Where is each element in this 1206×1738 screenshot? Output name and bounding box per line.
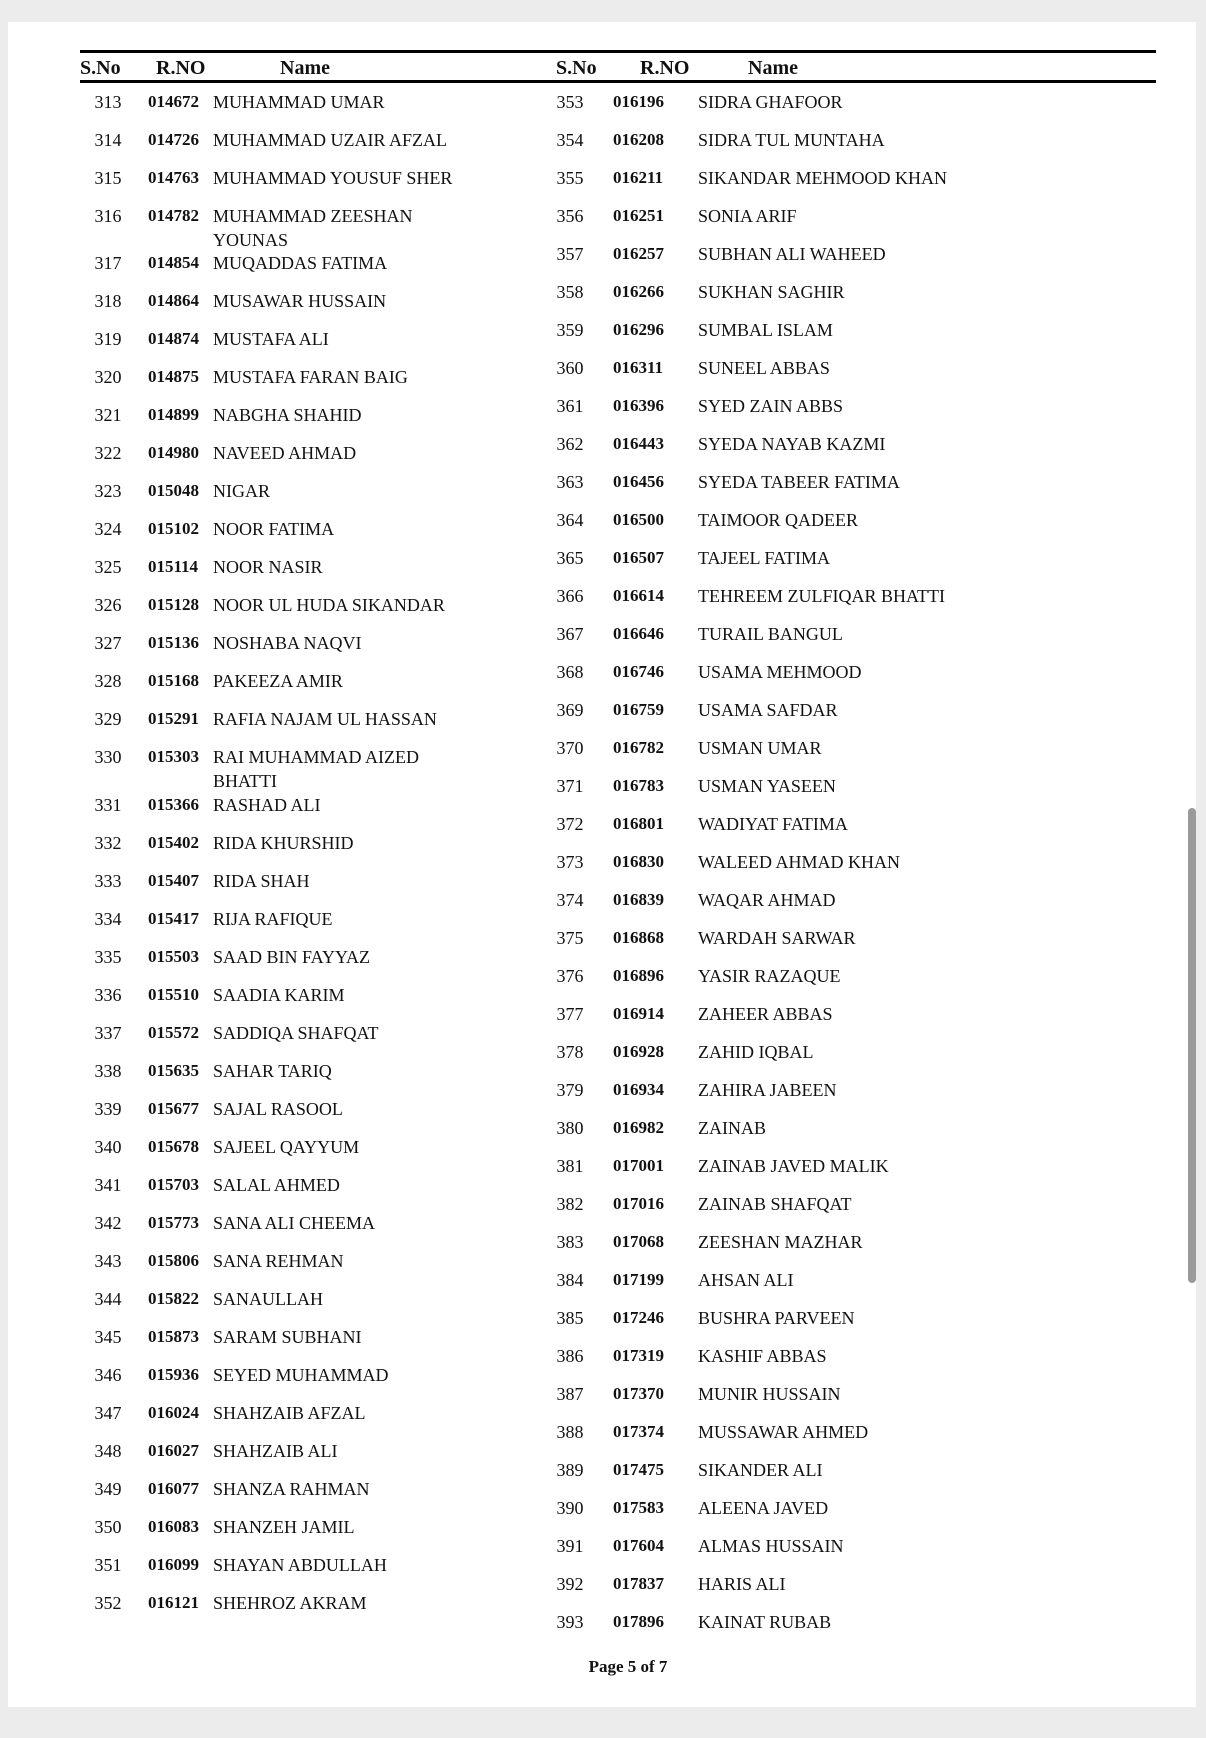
serial-number: 335 — [94, 947, 122, 967]
student-name: KASHIF ABBAS — [698, 1346, 827, 1366]
student-name: SHEHROZ AKRAM — [213, 1593, 367, 1613]
roll-number: 015168 — [148, 671, 199, 690]
serial-number: 353 — [556, 92, 584, 112]
serial-number: 358 — [556, 282, 584, 302]
roll-number: 016801 — [613, 814, 664, 833]
header-name-right: Name — [748, 57, 798, 79]
serial-number: 345 — [94, 1327, 122, 1347]
student-name: SONIA ARIF — [698, 206, 797, 226]
student-name: WARDAH SARWAR — [698, 928, 856, 948]
serial-number: 341 — [94, 1175, 122, 1195]
roll-number: 015291 — [148, 709, 199, 728]
student-name: SUKHAN SAGHIR — [698, 282, 845, 302]
student-name: RIDA KHURSHID — [213, 833, 354, 853]
roll-number: 014763 — [148, 168, 199, 187]
table-row — [8, 774, 1196, 812]
roll-number: 015417 — [148, 909, 199, 928]
student-name: MUSSAWAR AHMED — [698, 1422, 869, 1442]
roll-number: 015366 — [148, 795, 199, 814]
table-row — [8, 812, 1196, 850]
table-row — [8, 1040, 1196, 1078]
serial-number: 381 — [556, 1156, 584, 1176]
student-name: TAIMOOR QADEER — [698, 510, 859, 530]
roll-number: 014726 — [148, 130, 199, 149]
serial-number: 321 — [94, 405, 122, 425]
student-name: NOOR UL HUDA SIKANDAR — [213, 595, 445, 615]
serial-number: 356 — [556, 206, 584, 226]
serial-number: 368 — [556, 662, 584, 682]
roll-number: 017016 — [613, 1194, 664, 1213]
student-name: MUNIR HUSSAIN — [698, 1384, 841, 1404]
table-header — [80, 50, 1156, 83]
table-row — [8, 318, 1196, 356]
serial-number: 393 — [556, 1612, 584, 1632]
serial-number: 386 — [556, 1346, 584, 1366]
student-name: SANAULLAH — [213, 1289, 323, 1309]
roll-number: 016296 — [613, 320, 664, 339]
roll-number: 017370 — [613, 1384, 664, 1403]
table-row — [8, 166, 1196, 204]
student-name: WADIYAT FATIMA — [698, 814, 848, 834]
student-name: ZEESHAN MAZHAR — [698, 1232, 863, 1252]
roll-number: 016830 — [613, 852, 664, 871]
student-name: SUBHAN ALI WAHEED — [698, 244, 886, 264]
student-name: ZAHEER ABBAS — [698, 1004, 833, 1024]
roll-number: 016746 — [613, 662, 664, 681]
roll-number: 016396 — [613, 396, 664, 415]
serial-number: 360 — [556, 358, 584, 378]
student-name: SAJAL RASOOL — [213, 1099, 343, 1119]
student-name: SUNEEL ABBAS — [698, 358, 830, 378]
student-name: RIJA RAFIQUE — [213, 909, 333, 929]
student-name: USMAN UMAR — [698, 738, 822, 758]
serial-number: 334 — [94, 909, 122, 929]
roll-number: 016839 — [613, 890, 664, 909]
table-row — [8, 1610, 1196, 1648]
roll-number: 015510 — [148, 985, 199, 1004]
student-name: SYEDA NAYAB KAZMI — [698, 434, 886, 454]
roll-number: 015102 — [148, 519, 199, 538]
serial-number: 384 — [556, 1270, 584, 1290]
table-row — [8, 1458, 1196, 1496]
table-row — [8, 1344, 1196, 1382]
header-rno-right: R.NO — [640, 57, 690, 79]
student-name: MUHAMMAD UZAIR AFZAL — [213, 130, 448, 150]
roll-number: 014899 — [148, 405, 199, 424]
serial-number: 355 — [556, 168, 584, 188]
serial-number: 332 — [94, 833, 122, 853]
serial-number: 317 — [94, 253, 122, 273]
student-name: TAJEEL FATIMA — [698, 548, 831, 568]
table-row — [8, 1534, 1196, 1572]
student-name: MUHAMMAD ZEESHAN YOUNAS — [213, 206, 413, 250]
student-name: MUHAMMAD YOUSUF SHER — [213, 168, 453, 188]
roll-number: 016456 — [613, 472, 664, 491]
student-name: SHANZEH JAMIL — [213, 1517, 355, 1537]
student-name: NOOR NASIR — [213, 557, 323, 577]
student-name: USMAN YASEEN — [698, 776, 836, 796]
roll-number: 017068 — [613, 1232, 664, 1251]
serial-number: 347 — [94, 1403, 122, 1423]
table-row — [8, 1116, 1196, 1154]
serial-number: 375 — [556, 928, 584, 948]
serial-number: 354 — [556, 130, 584, 150]
student-name: NABGHA SHAHID — [213, 405, 362, 425]
student-name: MUSTAFA FARAN BAIG — [213, 367, 408, 387]
roll-number: 015773 — [148, 1213, 199, 1232]
roll-number: 016759 — [613, 700, 664, 719]
roll-number: 015678 — [148, 1137, 199, 1156]
student-name: TURAIL BANGUL — [698, 624, 843, 644]
roll-number: 014874 — [148, 329, 199, 348]
roll-number: 016121 — [148, 1593, 199, 1612]
serial-number: 340 — [94, 1137, 122, 1157]
roll-number: 016099 — [148, 1555, 199, 1574]
serial-number: 357 — [556, 244, 584, 264]
student-name: WALEED AHMAD KHAN — [698, 852, 900, 872]
vertical-scrollbar[interactable] — [1188, 808, 1196, 1283]
roll-number: 016257 — [613, 244, 664, 263]
student-name: SANA REHMAN — [213, 1251, 344, 1271]
roll-number: 015806 — [148, 1251, 199, 1270]
roll-number: 016027 — [148, 1441, 199, 1460]
student-name: WAQAR AHMAD — [698, 890, 836, 910]
serial-number: 319 — [94, 329, 122, 349]
serial-number: 377 — [556, 1004, 584, 1024]
roll-number: 016266 — [613, 282, 664, 301]
roll-number: 016507 — [613, 548, 664, 567]
table-row — [8, 546, 1196, 584]
roll-number: 016077 — [148, 1479, 199, 1498]
serial-number: 329 — [94, 709, 122, 729]
student-name: SAJEEL QAYYUM — [213, 1137, 360, 1157]
roll-number: 016251 — [613, 206, 664, 225]
roll-number: 015114 — [148, 557, 199, 576]
serial-number: 320 — [94, 367, 122, 387]
table-row — [8, 1078, 1196, 1116]
student-name: AHSAN ALI — [698, 1270, 794, 1290]
table-row — [8, 280, 1196, 318]
table-row — [8, 736, 1196, 774]
serial-number: 330 — [94, 747, 122, 767]
header-sno-right: S.No — [556, 57, 597, 79]
student-name: MUSTAFA ALI — [213, 329, 329, 349]
roll-number: 016782 — [613, 738, 664, 757]
roll-number: 014980 — [148, 443, 199, 462]
student-name: NOOR FATIMA — [213, 519, 335, 539]
student-name: SADDIQA SHAFQAT — [213, 1023, 379, 1043]
student-name: HARIS ALI — [698, 1574, 786, 1594]
serial-number: 391 — [556, 1536, 584, 1556]
student-name: ZAINAB SHAFQAT — [698, 1194, 852, 1214]
student-name: RASHAD ALI — [213, 795, 321, 815]
serial-number: 382 — [556, 1194, 584, 1214]
roll-number: 016868 — [613, 928, 664, 947]
serial-number: 364 — [556, 510, 584, 530]
roll-number: 014864 — [148, 291, 199, 310]
serial-number: 361 — [556, 396, 584, 416]
serial-number: 385 — [556, 1308, 584, 1328]
table-row — [8, 926, 1196, 964]
serial-number: 323 — [94, 481, 122, 501]
serial-number: 380 — [556, 1118, 584, 1138]
serial-number: 331 — [94, 795, 122, 815]
serial-number: 313 — [94, 92, 122, 112]
serial-number: 372 — [556, 814, 584, 834]
serial-number: 351 — [94, 1555, 122, 1575]
serial-number: 370 — [556, 738, 584, 758]
serial-number: 359 — [556, 320, 584, 340]
student-name: SYED ZAIN ABBS — [698, 396, 844, 416]
serial-number: 388 — [556, 1422, 584, 1442]
student-name: SHANZA RAHMAN — [213, 1479, 370, 1499]
table-row — [8, 432, 1196, 470]
serial-number: 363 — [556, 472, 584, 492]
roll-number: 015136 — [148, 633, 199, 652]
roll-number: 015822 — [148, 1289, 199, 1308]
roll-number: 017199 — [613, 1270, 664, 1289]
serial-number: 349 — [94, 1479, 122, 1499]
roll-number: 016024 — [148, 1403, 199, 1422]
table-row — [8, 698, 1196, 736]
serial-number: 350 — [94, 1517, 122, 1537]
roll-number: 016208 — [613, 130, 664, 149]
roll-number: 016896 — [613, 966, 664, 985]
roll-number: 016934 — [613, 1080, 664, 1099]
serial-number: 379 — [556, 1080, 584, 1100]
student-name: SAADIA KARIM — [213, 985, 345, 1005]
serial-number: 365 — [556, 548, 584, 568]
roll-number: 017319 — [613, 1346, 664, 1365]
roll-number: 016500 — [613, 510, 664, 529]
student-name: SHAHZAIB ALI — [213, 1441, 338, 1461]
student-name: SIDRA GHAFOOR — [698, 92, 843, 112]
roll-number: 014875 — [148, 367, 199, 386]
table-row — [8, 204, 1196, 242]
serial-number: 390 — [556, 1498, 584, 1518]
student-name: SAHAR TARIQ — [213, 1061, 332, 1081]
roll-number: 016783 — [613, 776, 664, 795]
student-name: TEHREEM ZULFIQAR BHATTI — [698, 586, 945, 606]
student-name: MUSAWAR HUSSAIN — [213, 291, 387, 311]
serial-number: 389 — [556, 1460, 584, 1480]
serial-number: 371 — [556, 776, 584, 796]
table-row — [8, 660, 1196, 698]
roll-number: 015936 — [148, 1365, 199, 1384]
student-name: RIDA SHAH — [213, 871, 310, 891]
table-row — [8, 1496, 1196, 1534]
roll-number: 016928 — [613, 1042, 664, 1061]
roll-number: 015402 — [148, 833, 199, 852]
roll-number: 016083 — [148, 1517, 199, 1536]
student-name: MUHAMMAD UMAR — [213, 92, 385, 112]
serial-number: 383 — [556, 1232, 584, 1252]
student-name: SIKANDAR MEHMOOD KHAN — [698, 168, 948, 188]
roll-number: 017583 — [613, 1498, 664, 1517]
header-rno-left: R.NO — [156, 57, 206, 79]
serial-number: 352 — [94, 1593, 122, 1613]
serial-number: 337 — [94, 1023, 122, 1043]
student-name: BUSHRA PARVEEN — [698, 1308, 855, 1328]
serial-number: 374 — [556, 890, 584, 910]
student-name: SANA ALI CHEEMA — [213, 1213, 376, 1233]
roll-number: 016646 — [613, 624, 664, 643]
table-row — [8, 1382, 1196, 1420]
roll-number: 015128 — [148, 595, 199, 614]
serial-number: 376 — [556, 966, 584, 986]
serial-number: 322 — [94, 443, 122, 463]
student-name: USAMA SAFDAR — [698, 700, 838, 720]
roll-number: 016982 — [613, 1118, 664, 1137]
document-page — [8, 22, 1196, 1707]
roll-number: 014782 — [148, 206, 199, 225]
serial-number: 314 — [94, 130, 122, 150]
serial-number: 346 — [94, 1365, 122, 1385]
table-row — [8, 1002, 1196, 1040]
page-number: Page 5 of 7 — [588, 1657, 668, 1676]
student-name: ZAHID IQBAL — [698, 1042, 814, 1062]
student-name: MUQADDAS FATIMA — [213, 253, 388, 273]
serial-number: 338 — [94, 1061, 122, 1081]
serial-number: 328 — [94, 671, 122, 691]
header-name-left: Name — [280, 57, 330, 79]
table-row — [8, 90, 1196, 128]
student-name: ZAINAB — [698, 1118, 766, 1138]
student-name: PAKEEZA AMIR — [213, 671, 343, 691]
serial-number: 343 — [94, 1251, 122, 1271]
student-name: ZAINAB JAVED MALIK — [698, 1156, 889, 1176]
student-name: RAI MUHAMMAD AIZED BHATTI — [213, 747, 419, 791]
serial-number: 373 — [556, 852, 584, 872]
roll-number: 015873 — [148, 1327, 199, 1346]
table-row — [8, 1192, 1196, 1230]
serial-number: 366 — [556, 586, 584, 606]
roll-number: 015303 — [148, 747, 199, 766]
student-name: SYEDA TABEER FATIMA — [698, 472, 900, 492]
student-name: ALEENA JAVED — [698, 1498, 829, 1518]
serial-number: 327 — [94, 633, 122, 653]
table-row — [8, 1572, 1196, 1610]
table-row — [8, 964, 1196, 1002]
serial-number: 326 — [94, 595, 122, 615]
header-sno-left: S.No — [80, 57, 121, 79]
student-name: KAINAT RUBAB — [698, 1612, 832, 1632]
roll-number: 017246 — [613, 1308, 664, 1327]
roll-number: 016443 — [613, 434, 664, 453]
serial-number: 318 — [94, 291, 122, 311]
student-name: SHAHZAIB AFZAL — [213, 1403, 366, 1423]
table-row — [8, 584, 1196, 622]
student-name: YASIR RAZAQUE — [698, 966, 841, 986]
student-name: SAAD BIN FAYYAZ — [213, 947, 371, 967]
roll-number: 014672 — [148, 92, 199, 111]
serial-number: 324 — [94, 519, 122, 539]
serial-number: 333 — [94, 871, 122, 891]
serial-number: 336 — [94, 985, 122, 1005]
roll-number: 017001 — [613, 1156, 664, 1175]
serial-number: 342 — [94, 1213, 122, 1233]
table-row — [8, 128, 1196, 166]
student-name: SARAM SUBHANI — [213, 1327, 362, 1347]
roll-number: 015677 — [148, 1099, 199, 1118]
roll-number: 016914 — [613, 1004, 664, 1023]
serial-number: 344 — [94, 1289, 122, 1309]
student-name: SUMBAL ISLAM — [698, 320, 833, 340]
student-name: NIGAR — [213, 481, 270, 501]
roll-number: 015407 — [148, 871, 199, 890]
serial-number: 367 — [556, 624, 584, 644]
table-row — [8, 470, 1196, 508]
student-name: NOSHABA NAQVI — [213, 633, 362, 653]
serial-number: 392 — [556, 1574, 584, 1594]
roll-number: 016196 — [613, 92, 664, 111]
table-row — [8, 356, 1196, 394]
serial-number: 362 — [556, 434, 584, 454]
roll-number: 016614 — [613, 586, 664, 605]
table-row — [8, 508, 1196, 546]
table-row — [8, 1268, 1196, 1306]
serial-number: 378 — [556, 1042, 584, 1062]
roll-number: 016211 — [613, 168, 664, 187]
serial-number: 316 — [94, 206, 122, 226]
student-name: ZAHIRA JABEEN — [698, 1080, 837, 1100]
table-row — [8, 622, 1196, 660]
student-name: SIDRA TUL MUNTAHA — [698, 130, 885, 150]
table-row — [8, 242, 1196, 280]
serial-number: 348 — [94, 1441, 122, 1461]
table-row — [8, 888, 1196, 926]
roll-number: 017604 — [613, 1536, 664, 1555]
student-name: SIKANDER ALI — [698, 1460, 823, 1480]
table-row — [8, 1230, 1196, 1268]
serial-number: 339 — [94, 1099, 122, 1119]
table-row — [8, 1306, 1196, 1344]
student-name: SEYED MUHAMMAD — [213, 1365, 389, 1385]
roll-number: 014854 — [148, 253, 199, 272]
student-name: SALAL AHMED — [213, 1175, 340, 1195]
student-name: RAFIA NAJAM UL HASSAN — [213, 709, 437, 729]
roll-number: 016311 — [613, 358, 664, 377]
student-name: ALMAS HUSSAIN — [698, 1536, 844, 1556]
serial-number: 369 — [556, 700, 584, 720]
table-row — [8, 394, 1196, 432]
roll-number: 017896 — [613, 1612, 664, 1631]
table-row — [8, 1420, 1196, 1458]
roll-number: 015572 — [148, 1023, 199, 1042]
roll-number: 017475 — [613, 1460, 664, 1479]
serial-number: 325 — [94, 557, 122, 577]
roll-number: 017837 — [613, 1574, 664, 1593]
roll-number: 015503 — [148, 947, 199, 966]
roll-number: 015048 — [148, 481, 199, 500]
serial-number: 315 — [94, 168, 122, 188]
student-name: USAMA MEHMOOD — [698, 662, 862, 682]
student-name: SHAYAN ABDULLAH — [213, 1555, 387, 1575]
table-row — [8, 850, 1196, 888]
roll-number: 015703 — [148, 1175, 199, 1194]
roll-number: 015635 — [148, 1061, 199, 1080]
roll-number: 017374 — [613, 1422, 664, 1441]
table-row — [8, 1154, 1196, 1192]
student-name: NAVEED AHMAD — [213, 443, 357, 463]
serial-number: 387 — [556, 1384, 584, 1404]
